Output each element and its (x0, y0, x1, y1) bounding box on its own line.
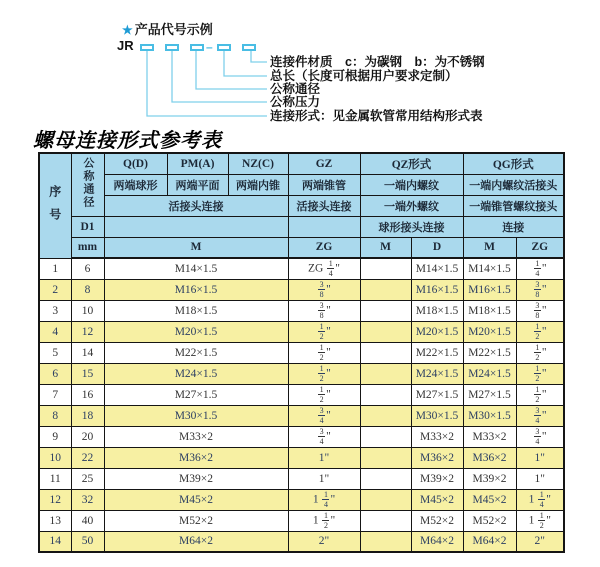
table-row (39, 489, 564, 510)
header-cell-qz-desc1: 一端内螺纹 (360, 174, 463, 195)
cell-zg: $\frac{3}{4}$ " (288, 405, 360, 426)
cell-seq: 10 (39, 447, 71, 468)
table-header (39, 153, 564, 258)
cell-m: M33×2 (104, 426, 288, 447)
cell-m: M45×2 (104, 489, 288, 510)
cell-qz-d: M20×1.5 (411, 321, 463, 342)
cell-zg: $\frac{1}{2}$ " (288, 363, 360, 384)
header-cell-qg-m: M (463, 237, 516, 258)
cell-qz-m (360, 363, 411, 384)
cell-qz-d: M33×2 (411, 426, 463, 447)
cell-m: M39×2 (104, 468, 288, 489)
cell-qg-m: M64×2 (463, 531, 516, 552)
table-row (39, 510, 564, 531)
cell-qz-m (360, 405, 411, 426)
cell-dn: 14 (71, 342, 104, 363)
cell-qz-d: M18×1.5 (411, 300, 463, 321)
cell-qg-zg: $\frac{3}{4}$ " (516, 405, 564, 426)
fraction: $\frac{3}{4}$ (535, 405, 540, 425)
cell-zg: ZG $\frac{1}{4}$ " (288, 258, 360, 279)
cell-seq: 4 (39, 321, 71, 342)
code-box-5 (242, 44, 256, 51)
header-cell-nz: NZ(C) (228, 153, 288, 174)
cell-qg-m: M27×1.5 (463, 384, 516, 405)
header-cell-q: Q(D) (104, 153, 167, 174)
header-cell-qg-zg: ZG (516, 237, 564, 258)
cell-seq: 2 (39, 279, 71, 300)
nut-connection-reference-table (38, 152, 565, 553)
cell-zg: $\frac{1}{2}$ " (288, 321, 360, 342)
cell-seq: 12 (39, 489, 71, 510)
header-cell-qg-conn: 连接 (463, 216, 564, 237)
code-prefix: JR (117, 38, 134, 53)
cell-dn: 8 (71, 279, 104, 300)
cell-seq: 11 (39, 468, 71, 489)
cell-m: M24×1.5 (104, 363, 288, 384)
cell-zg: 1" (288, 468, 360, 489)
cell-qz-m (360, 384, 411, 405)
cell-seq: 13 (39, 510, 71, 531)
header-cell-gz-conn: 活接头连接 (288, 195, 360, 216)
cell-zg: $\frac{1}{2}$ " (288, 384, 360, 405)
code-box-4 (217, 44, 231, 51)
code-box-1 (140, 44, 154, 51)
fraction: $\frac{3}{4}$ (319, 426, 324, 446)
fraction: $\frac{1}{2}$ (535, 321, 540, 341)
cell-m: M18×1.5 (104, 300, 288, 321)
cell-qg-zg: 1 $\frac{1}{2}$ " (516, 510, 564, 531)
cell-qg-m: M14×1.5 (463, 258, 516, 279)
header-cell-m: M (104, 237, 288, 258)
cell-qg-zg: $\frac{1}{2}$ " (516, 384, 564, 405)
header-cell-q-desc: 两端球形 (104, 174, 167, 195)
cell-qz-m (360, 342, 411, 363)
table-row (39, 531, 564, 552)
cell-dn: 22 (71, 447, 104, 468)
code-separator-dash: – (206, 40, 213, 54)
fraction: $\frac{3}{4}$ (535, 426, 540, 446)
cell-qz-d: M39×2 (411, 468, 463, 489)
cell-m: M52×2 (104, 510, 288, 531)
header-cell-pm-desc: 两端平面 (167, 174, 228, 195)
cell-qz-d: M27×1.5 (411, 384, 463, 405)
cell-seq: 7 (39, 384, 71, 405)
header-cell-seq: 序号 (39, 153, 71, 258)
table-row (39, 258, 564, 279)
header-cell-qz: QZ形式 (360, 153, 463, 174)
cell-qg-m: M24×1.5 (463, 363, 516, 384)
cell-qg-m: M20×1.5 (463, 321, 516, 342)
cell-qz-d: M16×1.5 (411, 279, 463, 300)
cell-dn: 32 (71, 489, 104, 510)
table-row (39, 279, 564, 300)
cell-zg: $\frac{3}{8}$ " (288, 279, 360, 300)
cell-seq: 5 (39, 342, 71, 363)
header-cell-qz-m: M (360, 237, 411, 258)
cell-qz-m (360, 468, 411, 489)
header-cell-qz-desc2: 一端外螺纹 (360, 195, 463, 216)
cell-zg: 1" (288, 447, 360, 468)
fraction: $\frac{3}{8}$ (535, 279, 540, 299)
table-title: 螺母连接形式参考表 (33, 128, 222, 152)
diagram-title-text: 产品代号示例 (134, 22, 213, 37)
cell-dn: 10 (71, 300, 104, 321)
table-row (39, 426, 564, 447)
table-row (39, 405, 564, 426)
cell-dn: 12 (71, 321, 104, 342)
cell-seq: 14 (39, 531, 71, 552)
fraction: $\frac{1}{4}$ (539, 489, 544, 509)
header-cell-d1: D1 (71, 216, 104, 237)
fraction: $\frac{3}{8}$ (319, 300, 324, 320)
cell-dn: 15 (71, 363, 104, 384)
cell-dn: 20 (71, 426, 104, 447)
table-row (39, 363, 564, 384)
fraction: $\frac{3}{8}$ (535, 300, 540, 320)
cell-qg-zg: 2" (516, 531, 564, 552)
header-cell-qg-desc2: 一端锥管螺纹接头 (463, 195, 564, 216)
fraction: $\frac{1}{2}$ (319, 363, 324, 383)
cell-qz-m (360, 321, 411, 342)
cell-qz-m (360, 489, 411, 510)
fraction: $\frac{1}{2}$ (319, 384, 324, 404)
cell-dn: 16 (71, 384, 104, 405)
cell-qz-d: M36×2 (411, 447, 463, 468)
fraction: $\frac{1}{2}$ (323, 510, 328, 530)
code-label-pressure: 公称压力 (270, 95, 321, 109)
table-row (39, 300, 564, 321)
cell-qg-zg: 1" (516, 447, 564, 468)
cell-qz-m (360, 531, 411, 552)
header-cell-qz-d: D (411, 237, 463, 258)
cell-qg-m: M36×2 (463, 447, 516, 468)
cell-m: M14×1.5 (104, 258, 288, 279)
cell-qz-m (360, 258, 411, 279)
cell-zg: 2" (288, 531, 360, 552)
cell-qg-zg: $\frac{1}{2}$ " (516, 342, 564, 363)
table-row (39, 447, 564, 468)
cell-seq: 3 (39, 300, 71, 321)
cell-qg-zg: $\frac{3}{8}$ " (516, 300, 564, 321)
cell-qg-m: M30×1.5 (463, 405, 516, 426)
fraction: $\frac{3}{8}$ (319, 279, 324, 299)
cell-qg-zg: $\frac{3}{8}$ " (516, 279, 564, 300)
cell-qz-m (360, 426, 411, 447)
cell-qz-d: M64×2 (411, 531, 463, 552)
code-box-2 (165, 44, 179, 51)
diagram-title (122, 19, 213, 38)
cell-qg-m: M39×2 (463, 468, 516, 489)
cell-m: M30×1.5 (104, 405, 288, 426)
header-cell-union-conn: 活接头连接 (104, 195, 288, 216)
fraction: $\frac{1}{2}$ (319, 321, 324, 341)
cell-dn: 40 (71, 510, 104, 531)
header-cell-qg: QG形式 (463, 153, 564, 174)
cell-qg-zg: 1 $\frac{1}{4}$ " (516, 489, 564, 510)
cell-m: M16×1.5 (104, 279, 288, 300)
cell-qz-d: M30×1.5 (411, 405, 463, 426)
cell-qg-zg: $\frac{1}{2}$ " (516, 321, 564, 342)
fraction: $\frac{3}{4}$ (319, 405, 324, 425)
code-label-material: 连接件材质 c：为碳钢 b：为不锈钢 (270, 55, 485, 69)
cell-m: M36×2 (104, 447, 288, 468)
cell-dn: 50 (71, 531, 104, 552)
table-row (39, 468, 564, 489)
header-cell-gz-desc: 两端锥管 (288, 174, 360, 195)
cell-qg-m: M16×1.5 (463, 279, 516, 300)
cell-seq: 9 (39, 426, 71, 447)
fraction: $\frac{1}{2}$ (535, 384, 540, 404)
cell-qz-m (360, 447, 411, 468)
cell-seq: 6 (39, 363, 71, 384)
header-cell-empty-2 (288, 216, 360, 237)
cell-dn: 6 (71, 258, 104, 279)
cell-qz-d: M24×1.5 (411, 363, 463, 384)
cell-dn: 18 (71, 405, 104, 426)
table-row (39, 384, 564, 405)
code-label-connection: 连接形式：见金属软管常用结构形式表 (270, 109, 483, 123)
cell-m: M20×1.5 (104, 321, 288, 342)
header-cell-pm: PM(A) (167, 153, 228, 174)
star-icon: ★ (122, 23, 133, 37)
fraction: $\frac{1}{2}$ (535, 363, 540, 383)
cell-qz-d: M14×1.5 (411, 258, 463, 279)
header-cell-zg: ZG (288, 237, 360, 258)
fraction: $\frac{1}{4}$ (328, 259, 333, 279)
cell-qz-d: M22×1.5 (411, 342, 463, 363)
cell-zg: 1 $\frac{1}{4}$ " (288, 489, 360, 510)
header-cell-qg-desc1: 一端内螺纹活接头 (463, 174, 564, 195)
cell-seq: 1 (39, 258, 71, 279)
cell-m: M22×1.5 (104, 342, 288, 363)
cell-zg: $\frac{1}{2}$ " (288, 342, 360, 363)
cell-qg-zg: $\frac{1}{2}$ " (516, 363, 564, 384)
code-label-length: 总长（长度可根据用户要求定制） (270, 69, 458, 83)
table-row (39, 342, 564, 363)
cell-qg-m: M33×2 (463, 426, 516, 447)
table-row (39, 321, 564, 342)
header-cell-mm: mm (71, 237, 104, 258)
cell-qg-m: M52×2 (463, 510, 516, 531)
code-label-diameter: 公称通径 (270, 82, 321, 96)
cell-seq: 8 (39, 405, 71, 426)
code-box-3 (190, 44, 204, 51)
cell-m: M27×1.5 (104, 384, 288, 405)
cell-qz-m (360, 300, 411, 321)
header-cell-dn: 公称通径 (71, 153, 104, 216)
cell-dn: 25 (71, 468, 104, 489)
cell-qz-d: M52×2 (411, 510, 463, 531)
cell-zg: $\frac{3}{8}$ " (288, 300, 360, 321)
cell-qz-m (360, 279, 411, 300)
header-cell-gz: GZ (288, 153, 360, 174)
cell-qg-zg: $\frac{3}{4}$ " (516, 426, 564, 447)
cell-qg-m: M22×1.5 (463, 342, 516, 363)
cell-qg-m: M18×1.5 (463, 300, 516, 321)
cell-m: M64×2 (104, 531, 288, 552)
cell-zg: 1 $\frac{1}{2}$ " (288, 510, 360, 531)
table-body (39, 258, 564, 552)
cell-qz-m (360, 510, 411, 531)
header-cell-qz-conn: 球形接头连接 (360, 216, 463, 237)
fraction: $\frac{1}{2}$ (535, 342, 540, 362)
cell-qz-d: M45×2 (411, 489, 463, 510)
fraction: $\frac{1}{4}$ (323, 489, 328, 509)
fraction: $\frac{1}{2}$ (319, 342, 324, 362)
cell-qg-zg: 1" (516, 468, 564, 489)
cell-qg-zg: $\frac{1}{4}$ " (516, 258, 564, 279)
fraction: $\frac{1}{2}$ (539, 510, 544, 530)
header-cell-nz-desc: 两端内锥 (228, 174, 288, 195)
cell-qg-m: M45×2 (463, 489, 516, 510)
cell-zg: $\frac{3}{4}$ " (288, 426, 360, 447)
fraction: $\frac{1}{4}$ (535, 259, 540, 279)
header-cell-empty-1 (104, 216, 288, 237)
